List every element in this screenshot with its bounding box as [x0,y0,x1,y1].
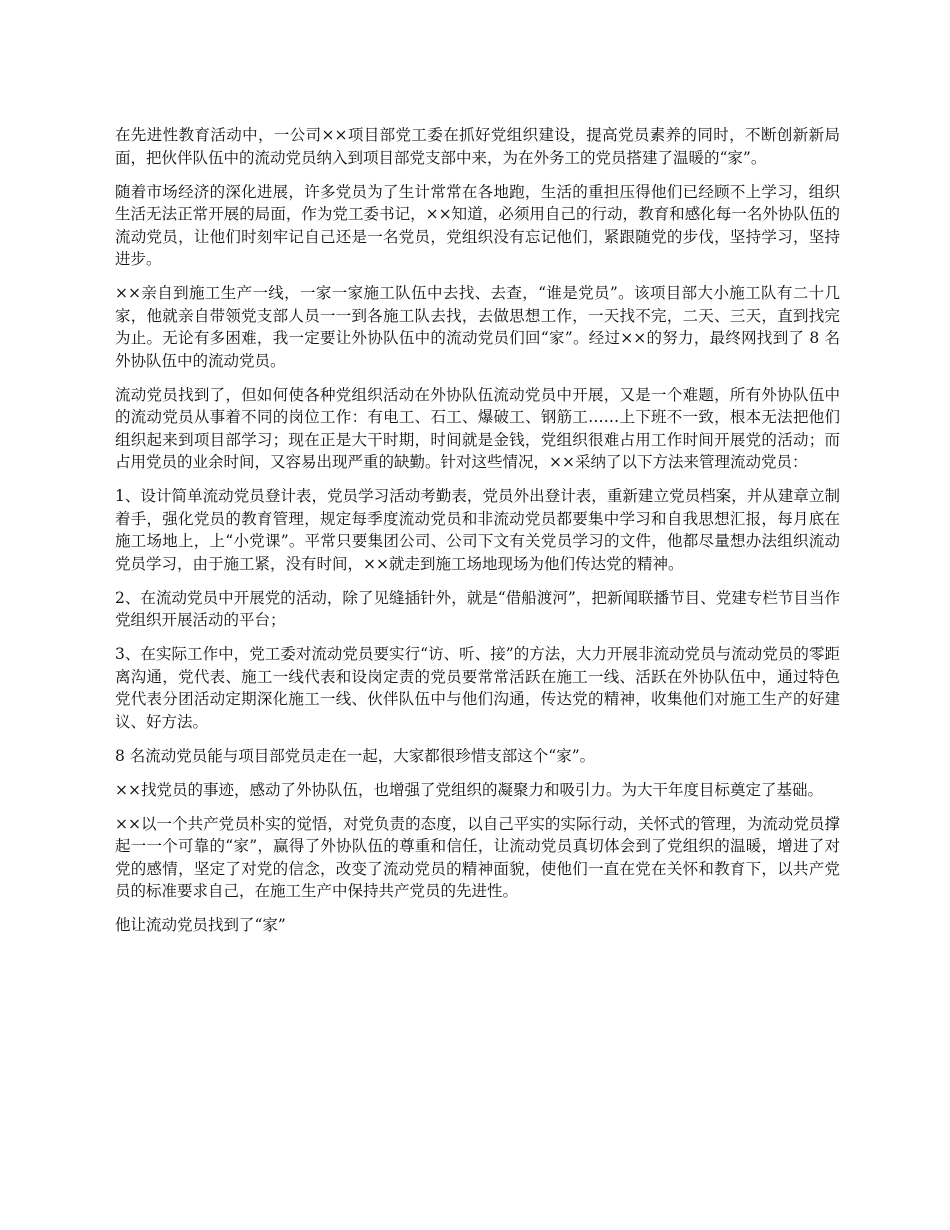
paragraph: ××以一个共产党员朴实的觉悟，对党负责的态度，以自己平实的实际行动，关怀式的管理，为流动党员撑起一一个可靠的“家”，赢得了外协队伍的尊重和信任，让流动党员真切体会到了党组织的温暖，增进了对党的感情，坚定了对党的信念，改变了流动党员的精神面貌，使他们一直在党在关怀和教育下，以共产党员的标准要求自己，在施工生产中保持共产党员的先进性。 [115,814,840,900]
paragraph: ××找党员的事迹，感动了外协队伍，也增强了党组织的凝聚力和吸引力。为大干年度目标奠定了基础。 [115,780,823,799]
paragraph: 8 名流动党员能与项目部党员走在一起，大家都很珍惜支部这个“家”。 [115,746,596,765]
paragraph: ××亲自到施工生产一线，一家一家施工队伍中去找、去查，“谁是党员”。该项目部大小施工队有二十几家，他就亲自带领党支部人员一一到各施工队去找，去做思想工作，一天找不完，二天、三天，直到找完为止。无论有多困难，我一定要让外协队伍中的流动党员们回“家”。经过××的努力，最终网找到了 8 名外协队伍中的流动党员。 [115,284,840,370]
paragraph: 他让流动党员找到了“家” [115,916,286,934]
paragraph: 1、设计简单流动党员登计表，党员学习活动考勤表，党员外出登计表，重新建立党员档案，并从建章立制着手，强化党员的教育管理，规定每季度流动党员和非流动党员都要集中学习和自我思想汇报，每月底在施工场地上，上“小党课”。平常只要集团公司、公司下文有关党员学习的文件，他都尽量想办法组织流动党员学习，由于施工紧，没有时间，××就走到施工场地现场为他们传达党的精神。 [115,487,840,573]
document-body [115,124,840,948]
paragraph: 2、在流动党员中开展党的活动，除了见缝插针外，就是“借船渡河”，把新闻联播节目、党建专栏节目当作党组织开展活动的平台； [115,588,840,629]
paragraph: 3、在实际工作中，党工委对流动党员要实行“访、听、接”的方法，大力开展非流动党员与流动党员的零距离沟通，党代表、施工一线代表和设岗定责的党员要常常活跃在施工一线、活跃在外协队伍中，通过特色党代表分团活动定期深化施工一线、伙伴队伍中与他们沟通，传达党的精神，收集他们对施工生产的好建议、好方法。 [115,645,840,731]
paragraph: 随着市场经济的深化进展，许多党员为了生计常常在各地跑，生活的重担压得他们已经顾不上学习，组织生活无法正常开展的局面，作为党工委书记，××知道，必须用自己的行动，教育和感化每一名外协队伍的流动党员，让他们时刻牢记自己还是一名党员，党组织没有忘记他们，紧跟随党的步伐，坚持学习，坚持进步。 [115,182,840,268]
paragraph: 在先进性教育活动中，一公司××项目部党工委在抓好党组织建设，提高党员素养的同时，不断创新新局面，把伙伴队伍中的流动党员纳入到项目部党支部中来，为在外务工的党员搭建了温暖的“家”。 [115,126,840,167]
paragraph: 流动党员找到了，但如何使各种党组织活动在外协队伍流动党员中开展，又是一个难题，所有外协队伍中的流动党员从事着不同的岗位工作：有电工、石工、爆破工、钢筋工……上下班不一致，根本无法把他们组织起来到项目部学习；现在正是大干时期，时间就是金钱，党组织很难占用工作时间开展党的活动；而占用党员的业余时间，又容易出现严重的缺勤。针对这些情况，××采纳了以下方法来管理流动党员： [115,385,840,471]
